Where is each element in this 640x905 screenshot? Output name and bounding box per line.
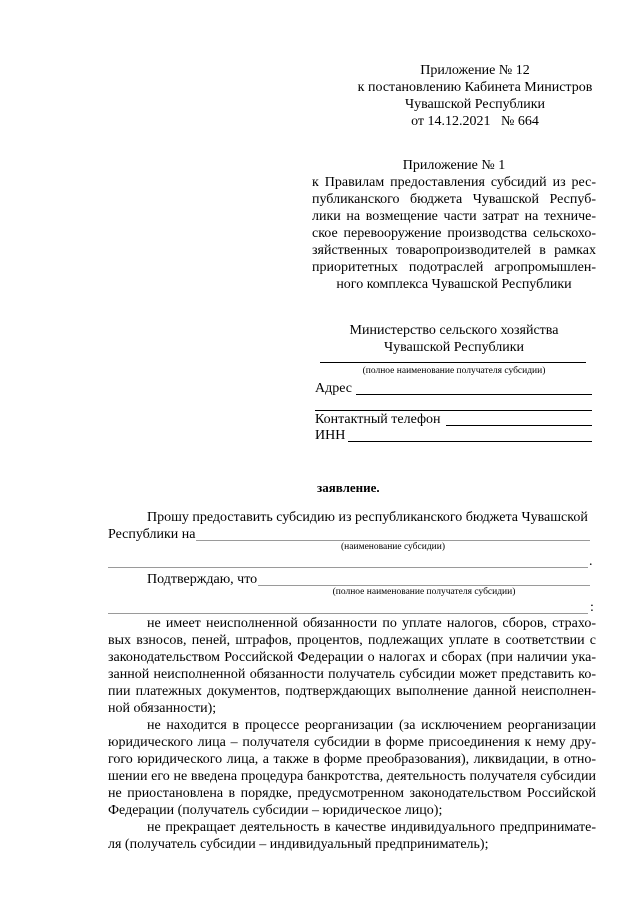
appendix12-line1: к постановлению Кабинета Министров (357, 80, 593, 95)
appendix1-line: ного комплекса Чувашской Республики (336, 277, 572, 292)
condition-line: Федерации (получатель субсидии – юридическое лицо); (108, 803, 443, 818)
request-text-line2: Республики на (108, 527, 196, 542)
period-mark: . (589, 554, 593, 569)
inn-field[interactable] (348, 441, 592, 442)
inn-label: ИНН (315, 428, 346, 443)
condition-line: ля (получатель субсидии – индивидуальный предприниматель); (108, 837, 489, 852)
condition-line: занной неисполненной обязанности получатель субсидии может представить ко- (108, 667, 596, 682)
appendix1-line: приоритетных подотраслей агропромышлен- (312, 260, 596, 275)
confirm-recipient-caption: (полное наименование получателя субсидии) (332, 587, 516, 597)
condition-line: не приостановлена в порядке, предусмотренном законодательством Российской (108, 786, 596, 801)
appendix1-line: к Правилам предоставления субсидий из рес- (312, 175, 596, 190)
appendix1-title: Приложение № 1 (402, 158, 506, 173)
ministry-name-line2: Чувашской Республики (383, 340, 525, 355)
condition-line: юридического лица – получателя субсидии в форме присоединения к нему дру- (108, 735, 596, 750)
confirm-recipient-field[interactable] (258, 585, 590, 586)
colon-mark: : (590, 600, 594, 615)
recipient-name-field[interactable] (320, 362, 586, 363)
address-field[interactable] (356, 394, 592, 395)
condition-line: законодательством Российской Федерации о налогах и сборах (при наличии ука- (108, 650, 596, 665)
statement-heading: заявление. (317, 480, 380, 495)
confirm-recipient-field-line2[interactable] (108, 613, 588, 614)
subsidy-name-field[interactable] (196, 540, 590, 541)
appendix1-line: зяйственных товаропроизводителей в рамках (312, 243, 596, 258)
condition-line: не прекращает деятельность в качестве индивидуального предпринимате- (147, 820, 596, 835)
subsidy-name-field-line2[interactable] (108, 567, 588, 568)
condition-line: пии платежных документов, подтверждающих выполнение данной неисполнен- (108, 684, 596, 699)
condition-line: ной обязанности); (108, 701, 217, 716)
phone-field[interactable] (446, 425, 592, 426)
condition-line: гого юридического лица, а также в форме преобразования), ликвидации, в отно- (108, 752, 596, 767)
appendix12-date: от 14.12.2021 № 664 (411, 114, 539, 129)
appendix1-line: ское перевооружение производства сельскохо- (312, 226, 596, 241)
condition-line: вых взносов, пеней, штрафов, процентов, подлежащих уплате в соответствии с (108, 633, 596, 648)
condition-line: не находится в процессе реорганизации (за исключением реорганизации (147, 718, 596, 733)
phone-label: Контактный телефон (315, 412, 441, 427)
appendix1-line: лики на возмещение части затрат на техниче- (312, 209, 596, 224)
appendix1-line: публиканского бюджета Чувашской Респуб- (312, 192, 596, 207)
confirm-label: Подтверждаю, что (147, 572, 258, 587)
appendix12-line2: Чувашской Республики (404, 97, 546, 112)
address-label: Адрес (315, 381, 353, 396)
ministry-name-line1: Министерство сельского хозяйства (349, 323, 559, 338)
condition-line: не имеет неисполненной обязанности по уплате налогов, сборов, страхо- (147, 616, 596, 631)
recipient-name-caption: (полное наименование получателя субсидии) (362, 366, 546, 376)
appendix12-title: Приложение № 12 (420, 63, 530, 78)
request-text-line1: Прошу предоставить субсидию из республиканского бюджета Чувашской (147, 510, 588, 525)
condition-line: шении его не введена процедура банкротства, деятельность получателя субсидии (108, 769, 596, 784)
subsidy-name-caption: (наименование субсидии) (341, 542, 445, 552)
